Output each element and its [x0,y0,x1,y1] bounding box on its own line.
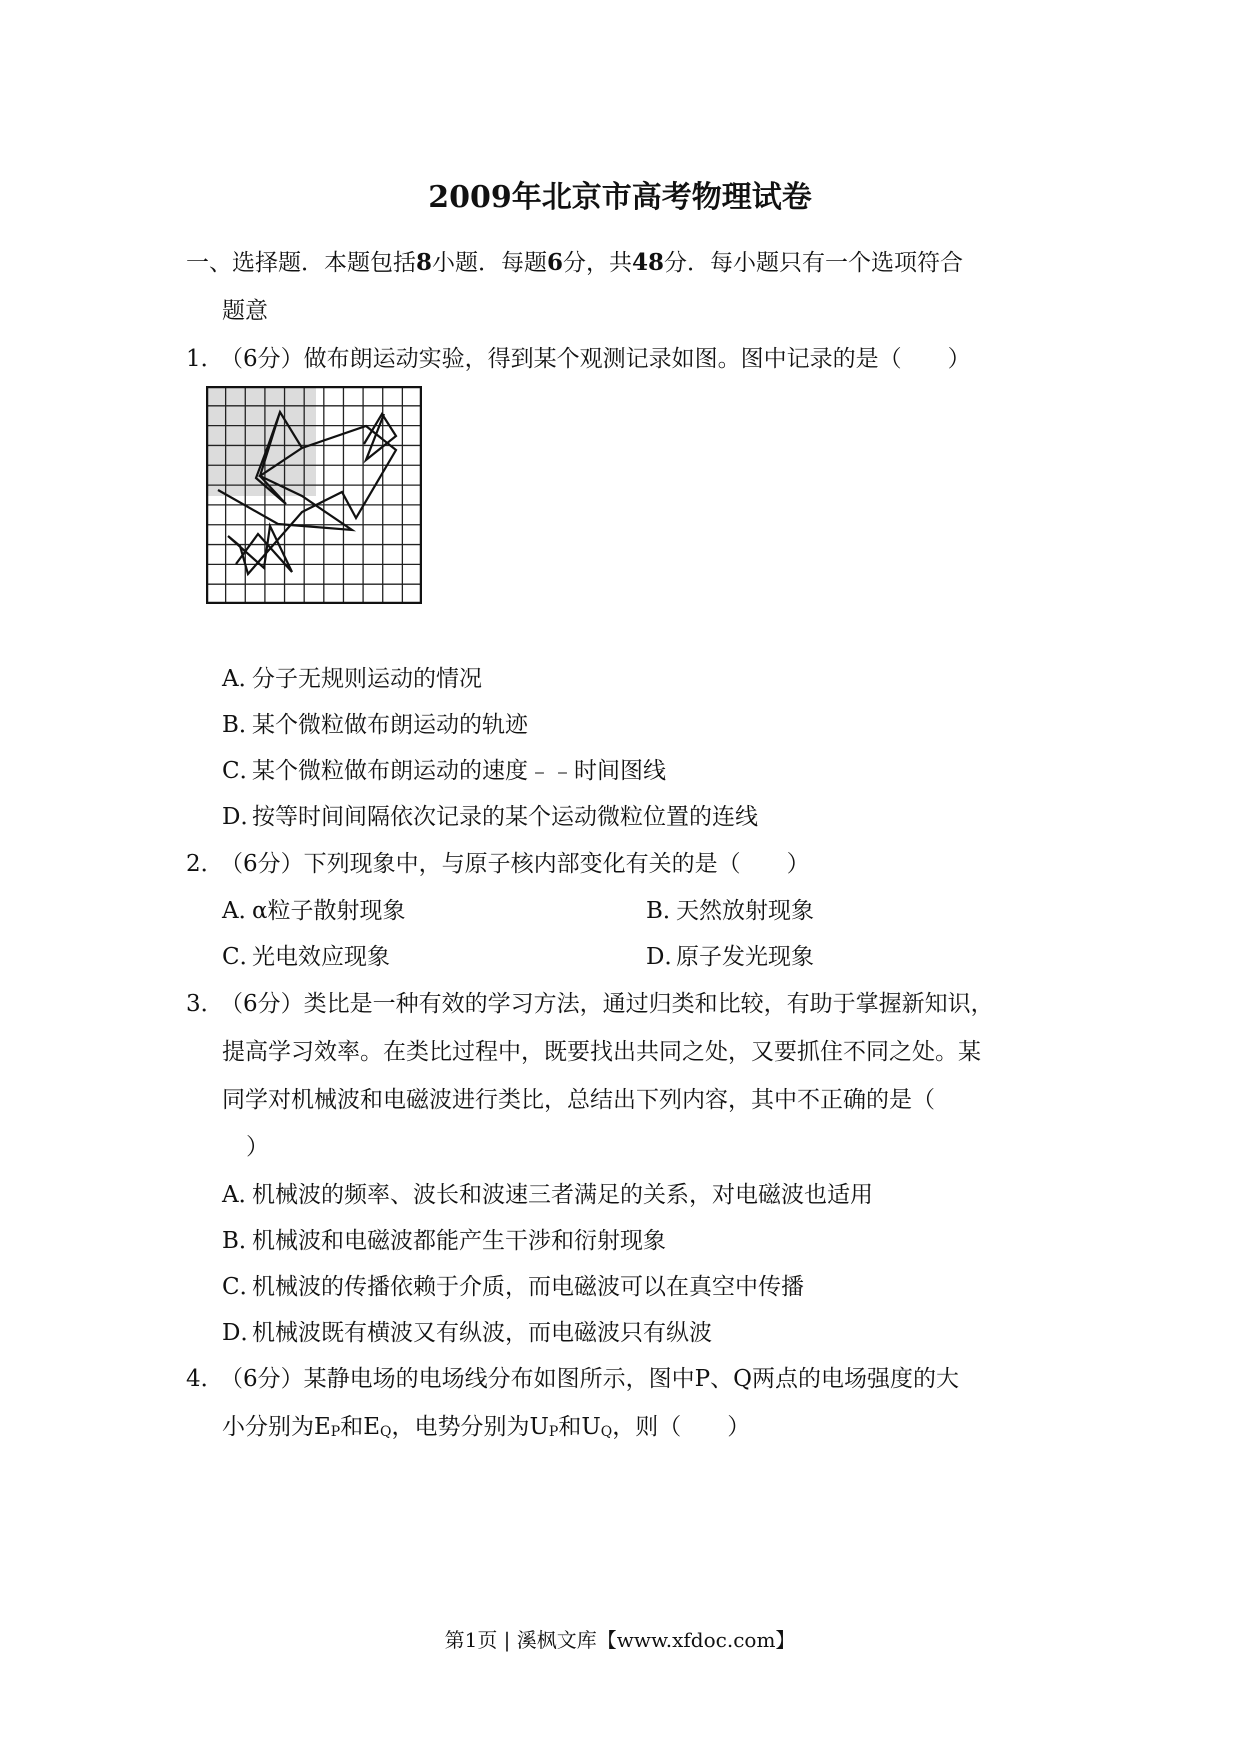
option-label: D． [222,804,264,830]
option-label: A． [222,666,262,692]
option-label: C． [222,944,263,970]
option-text: α粒子散射现象 [252,898,406,924]
stem-text: ，则（ ） [612,1414,751,1440]
option-text: 某个微粒做布朗运动的速度﹣﹣时间图线 [252,758,666,784]
question-stem: （6分）下列现象中，与原子核内部变化有关的是（ ） [220,851,810,877]
question-1 [186,340,971,373]
section-text-4: 分．每小题只有一个选项符合 [664,250,964,276]
option-text: 机械波既有横波又有纵波，而电磁波只有纵波 [252,1320,712,1346]
stem-text: 和E [340,1414,381,1440]
q3-option-d [222,1314,712,1347]
option-label: D． [646,944,688,970]
section-number: 一、 [186,250,232,276]
option-label: C． [222,1274,263,1300]
page-footer: 第1页 | 溪枫文库【www.xfdoc.com】 [444,1628,796,1652]
subscript-p: P [548,1424,559,1440]
stem-text: ，电势分别为U [391,1414,549,1440]
option-label: C． [222,758,263,784]
section-text-3: 分，共 [563,250,633,276]
q2-option-d [646,938,814,971]
option-text: 机械波的频率、波长和波速三者满足的关系，对电磁波也适用 [252,1182,873,1208]
q2-option-b [646,892,814,925]
option-text: 天然放射现象 [676,898,814,924]
q1-option-a [222,660,482,693]
question-stem-line: ） [246,1134,269,1160]
q3-option-b [222,1222,666,1255]
question-stem: （6分）做布朗运动实验，得到某个观测记录如图。图中记录的是（ ） [220,346,971,372]
option-text: 原子发光现象 [676,944,814,970]
question-stem-line: 同学对机械波和电磁波进行类比，总结出下列内容，其中不正确的是（ [222,1087,935,1113]
question-stem-line: （6分）类比是一种有效的学习方法，通过归类和比较，有助于掌握新知识， [220,991,994,1017]
option-label: B． [646,898,686,924]
question-number: 1． [186,346,224,372]
subscript-q: Q [600,1424,613,1440]
option-text: 机械波的传播依赖于介质，而电磁波可以在真空中传播 [252,1274,804,1300]
figure-shading [206,386,316,496]
q3-option-c [222,1268,804,1301]
question-stem-line [222,1408,750,1441]
option-text: 分子无规则运动的情况 [252,666,482,692]
q2-option-c [222,938,390,971]
q1-option-d [222,798,758,831]
stem-text: 小分别为E [222,1414,331,1440]
q1-option-c [222,752,666,785]
question-3 [186,985,994,1018]
page-title: 2009年北京市高考物理试卷 [428,180,812,215]
question-stem-line: 提高学习效率。在类比过程中，既要找出共同之处，又要抓住不同之处。某 [222,1039,981,1065]
q1-option-b [222,706,528,739]
q3-option-a [222,1176,873,1209]
question-number: 4． [186,1366,224,1392]
section-heading [186,244,963,277]
option-label: A． [222,1182,262,1208]
q2-option-a [222,892,406,925]
section-text-2: 小题．每题 [432,250,548,276]
option-text: 按等时间间隔依次记录的某个运动微粒位置的连线 [252,804,758,830]
section-text-1: 选择题．本题包括 [232,250,416,276]
question-number: 2． [186,851,224,877]
option-label: D． [222,1320,264,1346]
option-label: B． [222,1228,262,1254]
brownian-motion-figure [206,386,422,604]
option-text: 某个微粒做布朗运动的轨迹 [252,712,528,738]
question-2 [186,845,810,878]
question-stem-line: （6分）某静电场的电场线分布如图所示，图中P、Q两点的电场强度的大 [220,1366,959,1392]
question-number: 3． [186,991,224,1017]
subscript-p: P [330,1424,341,1440]
section-heading-cont: 题意 [222,298,268,324]
stem-text: 和U [558,1414,601,1440]
option-label: A． [222,898,262,924]
option-label: B． [222,712,262,738]
section-count: 8 [416,249,433,276]
option-text: 机械波和电磁波都能产生干涉和衍射现象 [252,1228,666,1254]
subscript-q: Q [380,1424,392,1440]
option-text: 光电效应现象 [252,944,390,970]
question-4 [186,1360,959,1393]
section-total: 48 [632,249,665,276]
section-score: 6 [547,249,564,276]
